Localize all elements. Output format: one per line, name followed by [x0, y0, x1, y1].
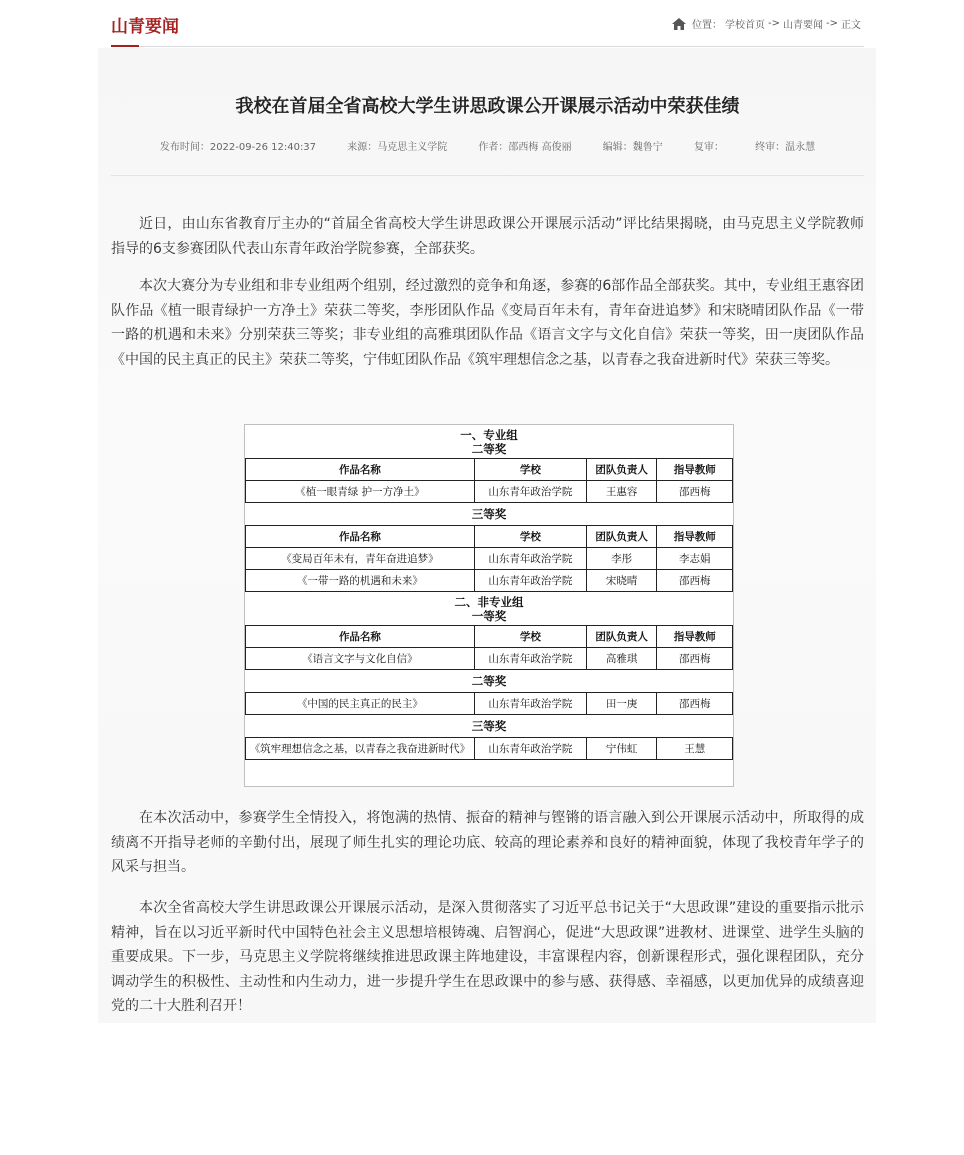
- award-table: [245, 737, 733, 760]
- level-heading: 一等奖: [471, 609, 507, 623]
- group-heading: 一、专业组: [460, 428, 518, 442]
- table-header-row: [246, 526, 733, 548]
- breadcrumb-news-link[interactable]: 山青要闻: [783, 20, 823, 31]
- award-table: [245, 692, 733, 715]
- table-cell: 山东青年政治学院: [474, 481, 586, 503]
- table-cell: 邵西梅: [657, 481, 733, 503]
- column-header: 学校: [474, 526, 586, 548]
- group-heading: 二、非专业组: [454, 595, 524, 609]
- level-heading: 二等奖: [471, 442, 507, 456]
- home-icon: [672, 18, 686, 30]
- award-table: [245, 525, 733, 592]
- article-meta: [111, 138, 864, 153]
- table-cell: 《变局百年未有，青年奋进追梦》: [246, 548, 475, 570]
- breadcrumb-home-link[interactable]: 学校首页: [725, 20, 765, 31]
- column-header: 团队负责人: [586, 626, 657, 648]
- breadcrumb-current: 正文: [841, 20, 861, 31]
- table-cell: 宋晓晴: [586, 570, 657, 592]
- table-cell: 《语言文字与文化自信》: [246, 648, 475, 670]
- article-paragraph: 本次全省高校大学生讲思政课公开课展示活动，是深入贯彻落实了习近平总书记关于“大思政课”建设的重要指示批示精神，旨在以习近平新时代中国特色社会主义思想培根铸魂、启智润心，促进“大思政课”进教材、进课堂、进学生头脑的重要成果。下一步，马克思主义学院将继续推进思政课主阵地建设，丰富课程内容，创新课程形式，强化课程团队，充分调动学生的积极性、主动性和内生动力，进一步提升学生在思政课中的参与感、获得感、幸福感，以更加优异的成绩喜迎党的二十大胜利召开！: [111, 900, 864, 1014]
- table-cell: 山东青年政治学院: [474, 548, 586, 570]
- article-paragraph: 在本次活动中，参赛学生全情投入，将饱满的热情、振奋的精神与铿锵的语言融入到公开课展示活动中，所取得的成绩离不开指导老师的辛勤付出，展现了师生扎实的理论功底、较高的理论素养和良好的精神面貌，体现了我校青年学子的风采与担当。: [111, 810, 864, 875]
- page-header: [111, 10, 864, 47]
- meta-editor: 编辑：魏鲁宁: [602, 142, 663, 153]
- level-heading: 二等奖: [471, 674, 507, 688]
- table-cell: 邵西梅: [657, 693, 733, 715]
- column-header: 作品名称: [246, 626, 475, 648]
- breadcrumb: [672, 16, 864, 31]
- table-cell: 王惠容: [586, 481, 657, 503]
- table-row: [246, 648, 733, 670]
- table-cell: 宁伟虹: [586, 738, 657, 760]
- breadcrumb-separator: ->: [826, 18, 838, 29]
- table-cell: 《一带一路的机遇和未来》: [246, 570, 475, 592]
- table-cell: 山东青年政治学院: [474, 693, 586, 715]
- table-cell: 山东青年政治学院: [474, 738, 586, 760]
- award-table-image: [244, 424, 734, 787]
- section-title[interactable]: 山青要闻: [111, 17, 179, 37]
- meta-published: 发布时间：2022-09-26 12:40:37: [159, 142, 317, 153]
- meta-final-review: 终审：温永慧: [755, 142, 816, 153]
- meta-source: 来源：马克思主义学院: [347, 142, 448, 153]
- table-cell: 李彤: [586, 548, 657, 570]
- article-paragraph: 本次大赛分为专业组和非专业组两个组别，经过激烈的竞争和角逐，参赛的6部作品全部获奖。其中，专业组王惠容团队作品《植一眼青绿护一方净土》荣获二等奖，李彤团队作品《变局百年未有，青年奋进追梦》和宋晓晴团队作品《一带一路的机遇和未来》分别荣获三等奖；非专业组的高雅琪团队作品《语言文字与文化自信》荣获一等奖，田一庚团队作品《中国的民主真正的民主》荣获二等奖，宁伟虹团队作品《筑牢理想信念之基，以青春之我奋进新时代》荣获三等奖。: [111, 278, 864, 368]
- column-header: 学校: [474, 459, 586, 481]
- level-heading: 三等奖: [471, 507, 507, 521]
- table-cell: 邵西梅: [657, 648, 733, 670]
- column-header: 作品名称: [246, 526, 475, 548]
- column-header: 指导教师: [657, 526, 733, 548]
- column-header: 作品名称: [246, 459, 475, 481]
- table-cell: 《植一眼青绿 护一方净土》: [246, 481, 475, 503]
- table-cell: 《筑牢理想信念之基，以青春之我奋进新时代》: [246, 738, 475, 760]
- level-heading: 三等奖: [471, 719, 507, 733]
- table-row: [246, 548, 733, 570]
- column-header: 团队负责人: [586, 526, 657, 548]
- section-title-underline: [111, 45, 139, 47]
- table-cell: 邵西梅: [657, 570, 733, 592]
- meta-reviewer: 复审：: [693, 142, 724, 153]
- table-cell: 田一庚: [586, 693, 657, 715]
- breadcrumb-separator: ->: [768, 18, 780, 29]
- article-title: 我校在首届全省高校大学生讲思政课公开课展示活动中荣获佳绩: [235, 96, 740, 117]
- table-cell: 山东青年政治学院: [474, 570, 586, 592]
- column-header: 团队负责人: [586, 459, 657, 481]
- meta-author: 作者：邵西梅 高俊丽: [478, 142, 572, 153]
- table-cell: 王慧: [657, 738, 733, 760]
- table-row: [246, 481, 733, 503]
- table-row: [246, 570, 733, 592]
- column-header: 学校: [474, 626, 586, 648]
- column-header: 指导教师: [657, 459, 733, 481]
- table-header-row: [246, 626, 733, 648]
- award-table: [245, 458, 733, 503]
- column-header: 指导教师: [657, 626, 733, 648]
- award-table: [245, 625, 733, 670]
- table-cell: 高雅琪: [586, 648, 657, 670]
- table-row: [246, 738, 733, 760]
- table-cell: 山东青年政治学院: [474, 648, 586, 670]
- meta-divider: [111, 175, 864, 176]
- table-row: [246, 693, 733, 715]
- breadcrumb-prefix: 位置：: [692, 20, 722, 31]
- table-cell: 李志娟: [657, 548, 733, 570]
- table-cell: 《中国的民主真正的民主》: [246, 693, 475, 715]
- article-paragraph: 近日，由山东省教育厅主办的“首届全省高校大学生讲思政课公开课展示活动”评比结果揭晓，由马克思主义学院教师指导的6支参赛团队代表山东青年政治学院参赛，全部获奖。: [111, 216, 864, 257]
- table-header-row: [246, 459, 733, 481]
